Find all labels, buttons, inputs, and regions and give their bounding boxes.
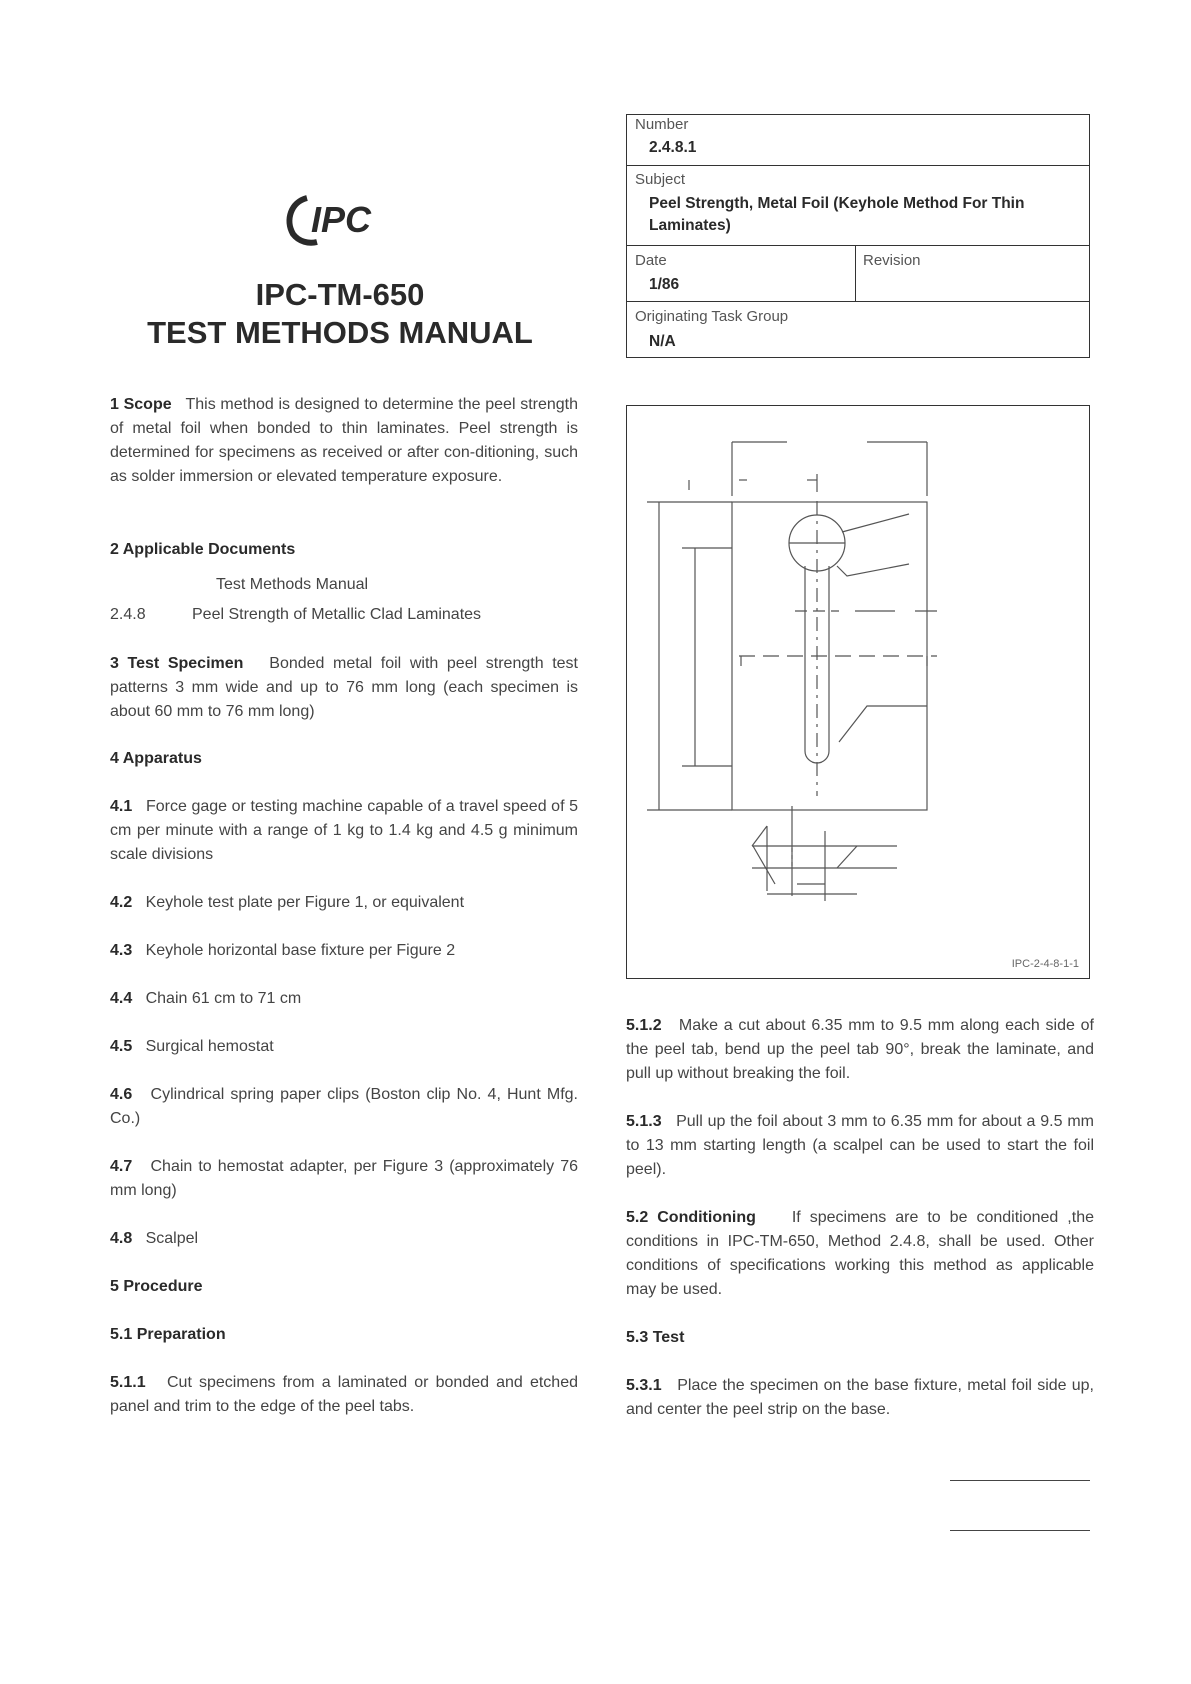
task-group-value: N/A	[649, 333, 676, 350]
item-4-3	[110, 939, 578, 963]
continuation-rule-1	[950, 1480, 1090, 1481]
item-4-3-number: 4.3	[110, 942, 133, 959]
item-5-1-1	[110, 1371, 578, 1419]
number-row	[627, 115, 1089, 166]
section-scope	[110, 393, 578, 489]
section-applicable-documents-heading: 2 Applicable Documents	[110, 541, 296, 558]
doc-test-methods-manual: Test Methods Manual	[216, 576, 369, 593]
item-4-5-number: 4.5	[110, 1038, 133, 1055]
item-4-4-number: 4.4	[110, 990, 133, 1007]
figure-keyhole-test-plate	[626, 405, 1090, 979]
item-4-8-text: Scalpel	[145, 1230, 199, 1247]
date-revision-divider	[855, 245, 856, 301]
item-4-6	[110, 1083, 578, 1131]
item-5-1-1-text: Cut specimens from a laminated or bonded and etched panel and trim to the edge of the peel tabs.	[110, 1374, 579, 1415]
section-conditioning-text: If specimens are to be conditioned ,the conditions in IPC-TM-650, Method 2.4.8, shall be used. Other conditions of specifications working this method as applicable may be used.	[626, 1209, 1094, 1298]
continuation-rule-2	[950, 1530, 1090, 1531]
revision-label: Revision	[863, 252, 921, 269]
item-4-2-text: Keyhole test plate per Figure 1, or equivalent	[145, 894, 465, 911]
section-conditioning	[626, 1206, 1094, 1302]
item-5-3-1-number: 5.3.1	[626, 1377, 662, 1394]
date-value: 1/86	[649, 276, 680, 293]
ipc-logo-mark	[283, 190, 393, 250]
item-5-1-2	[626, 1014, 1094, 1086]
manual-title-line2: TEST METHODS MANUAL	[147, 315, 533, 350]
item-4-2	[110, 891, 578, 915]
item-4-7-number: 4.7	[110, 1158, 133, 1175]
section-procedure-heading: 5 Procedure	[110, 1278, 203, 1295]
section-test-heading: 5.3 Test	[626, 1329, 685, 1346]
item-5-1-3-text: Pull up the foil about 3 mm to 6.35 mm for about a 9.5 mm to 13 mm starting length (a scalpel can be used to start the foil peel).	[626, 1113, 1094, 1178]
item-4-1	[110, 795, 578, 867]
task-group-row	[627, 301, 1089, 357]
task-group-label: Originating Task Group	[635, 308, 789, 325]
item-4-1-text: Force gage or testing machine capable of a travel speed of 5 cm per minute with a range of 1 kg to 1.4 kg and 4.5 g minimum scale divisions	[110, 798, 578, 863]
keyhole-plate-drawing	[627, 406, 1091, 980]
item-5-1-2-text: Make a cut about 6.35 mm to 9.5 mm along each side of the peel tab, bend up the peel tab 90°, break the laminate, and pull up without breaking the foil.	[626, 1017, 1095, 1082]
date-revision-row	[627, 245, 1089, 302]
section-apparatus-heading: 4 Apparatus	[110, 750, 202, 767]
subject-row	[627, 165, 1089, 246]
section-scope-heading: 1 Scope	[110, 396, 172, 413]
item-4-7	[110, 1155, 578, 1203]
ipc-logo	[283, 190, 393, 250]
item-4-5	[110, 1035, 578, 1059]
item-4-4	[110, 987, 578, 1011]
item-4-8-number: 4.8	[110, 1230, 133, 1247]
item-5-1-3	[626, 1110, 1094, 1182]
item-4-2-number: 4.2	[110, 894, 133, 911]
document-info-box	[626, 114, 1090, 358]
subject-value: Peel Strength, Metal Foil (Keyhole Method For Thin Laminates)	[649, 195, 1025, 234]
item-4-8	[110, 1227, 578, 1251]
figure-id: IPC-2-4-8-1-1	[1011, 958, 1079, 970]
doc-2-4-8-number: 2.4.8	[110, 606, 146, 623]
item-4-6-number: 4.6	[110, 1086, 133, 1103]
number-label: Number	[635, 116, 689, 133]
manual-title	[100, 276, 580, 352]
date-label: Date	[635, 252, 667, 269]
section-scope-text: This method is designed to determine the peel strength of metal foil when bonded to thin laminates. Peel strength is determined for specimens as received or after con-ditioning, such as solder immersion or elevated temperature exposure.	[110, 396, 579, 485]
item-5-1-1-number: 5.1.1	[110, 1374, 146, 1391]
doc-2-4-8-title: Peel Strength of Metallic Clad Laminates	[192, 606, 482, 623]
item-4-4-text: Chain 61 cm to 71 cm	[145, 990, 302, 1007]
number-value: 2.4.8.1	[649, 139, 697, 156]
item-4-7-text: Chain to hemostat adapter, per Figure 3 (approximately 76 mm long)	[110, 1158, 578, 1199]
item-4-3-text: Keyhole horizontal base fixture per Figure 2	[145, 942, 456, 959]
subject-label: Subject	[635, 171, 686, 188]
item-4-1-number: 4.1	[110, 798, 133, 815]
item-5-3-1	[626, 1374, 1094, 1422]
logo-text: IPC	[310, 199, 372, 240]
item-4-6-text: Cylindrical spring paper clips (Boston clip No. 4, Hunt Mfg. Co.)	[110, 1086, 578, 1127]
manual-title-line1: IPC-TM-650	[255, 277, 425, 312]
section-preparation-heading: 5.1 Preparation	[110, 1326, 226, 1343]
section-test-specimen-text: Bonded metal foil with peel strength test patterns 3 mm wide and up to 76 mm long (each specimen is about 60 mm to 76 mm long)	[110, 655, 578, 720]
item-5-1-2-number: 5.1.2	[626, 1017, 662, 1034]
section-conditioning-heading: 5.2 Conditioning	[626, 1209, 756, 1226]
item-5-3-1-text: Place the specimen on the base fixture, metal foil side up, and center the peel strip on the base.	[626, 1377, 1094, 1418]
item-4-5-text: Surgical hemostat	[145, 1038, 274, 1055]
item-5-1-3-number: 5.1.3	[626, 1113, 662, 1130]
section-test-specimen-heading: 3 Test Specimen	[110, 655, 244, 672]
section-test-specimen	[110, 652, 578, 724]
